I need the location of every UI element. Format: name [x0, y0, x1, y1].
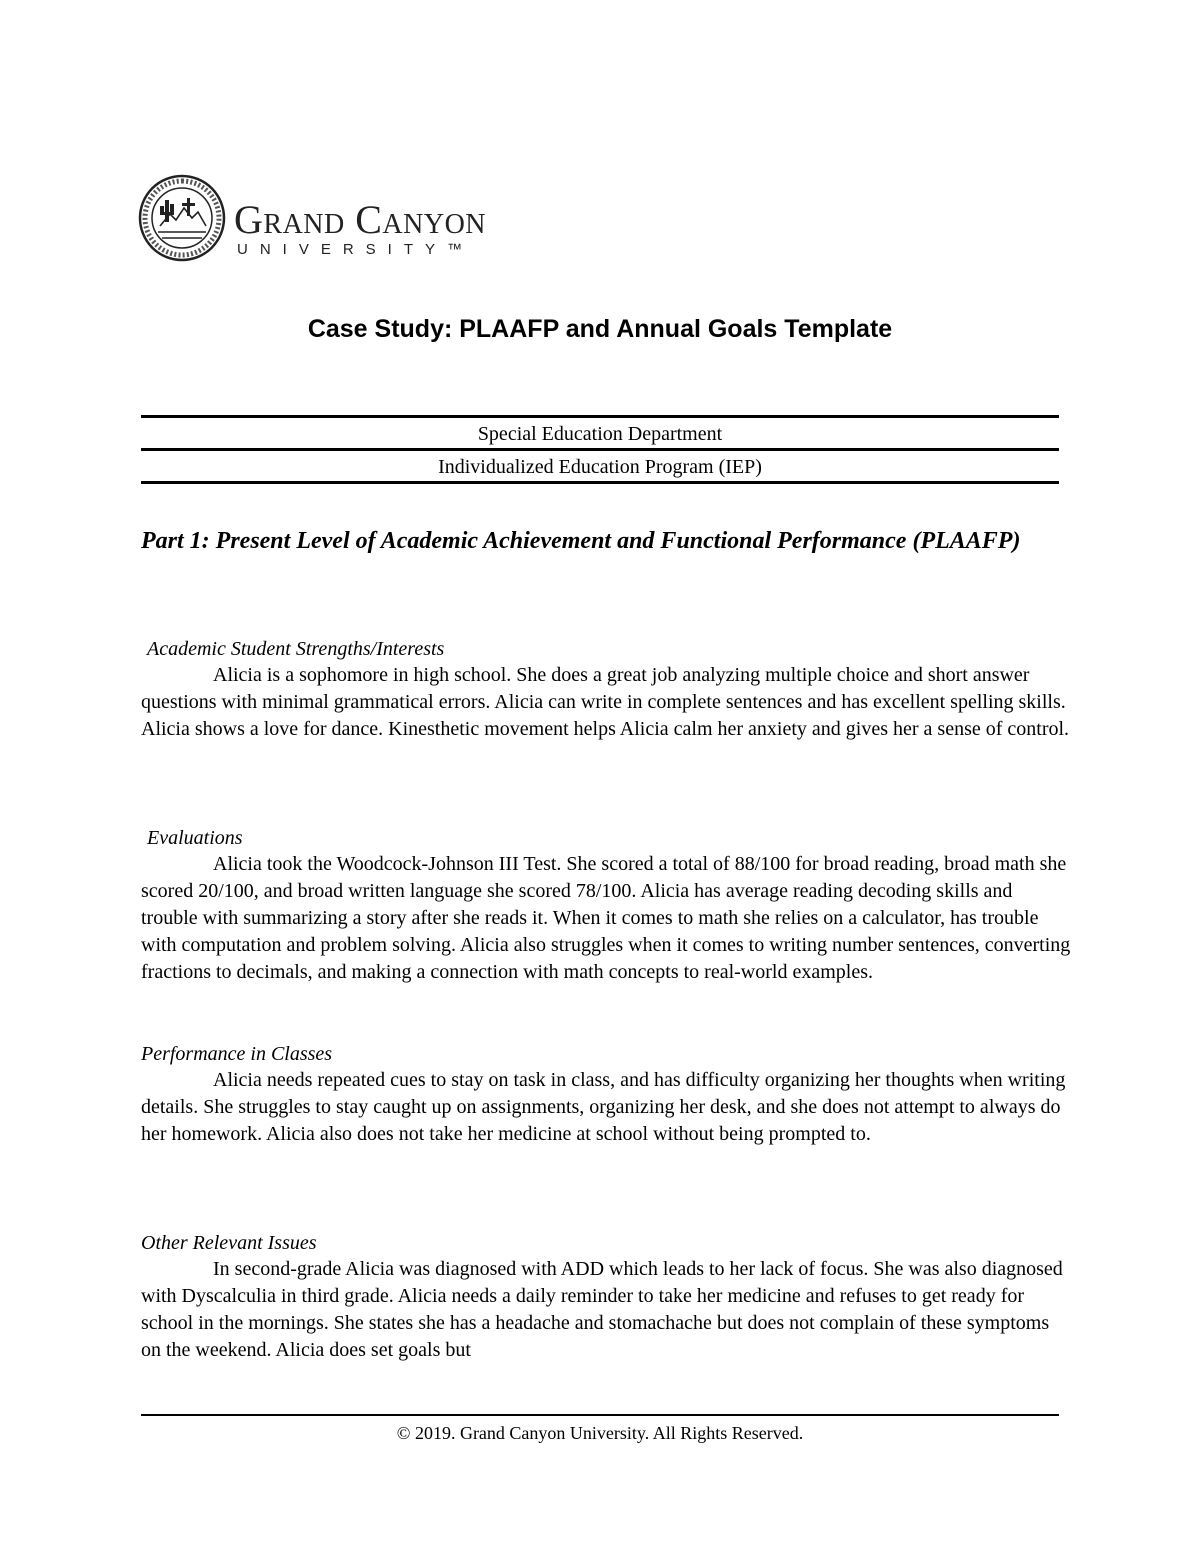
section-evaluations — [141, 825, 1071, 986]
header-rule-middle — [141, 448, 1059, 451]
document-title: Case Study: PLAAFP and Annual Goals Template — [307, 315, 893, 343]
section-body: Alicia is a sophomore in high school. She does a great job analyzing multiple choice and short answer questions with minimal grammatical errors. Alicia can write in complete sentences and has excellent spelling skills. Alicia shows a love for dance. Kinesthetic movement helps Alicia calm her anxiety and gives her a sense of control. — [141, 664, 1070, 740]
header-row-department: Special Education Department — [477, 423, 723, 445]
university-logo — [138, 172, 538, 264]
header-rule-top — [141, 415, 1059, 418]
section-heading: Performance in Classes — [141, 1043, 333, 1065]
logo-subtitle: UNIVERSITY™ — [237, 241, 475, 258]
logo-wordmark: Grand Canyon — [234, 197, 487, 242]
header-rule-bottom — [141, 481, 1059, 484]
section-heading: Academic Student Strengths/Interests — [147, 638, 445, 660]
section-heading: Evaluations — [147, 827, 243, 849]
section-strengths — [141, 636, 1071, 743]
footer-rule — [141, 1414, 1059, 1416]
section-body: Alicia took the Woodcock-Johnson III Test. She scored a total of 88/100 for broad reading, broad math she scored 20/100, and broad written language she scored 78/100. Alicia has average reading decoding skills and trouble with summarizing a story after she reads it. When it comes to math she relies on a calculator, has trouble with computation and problem solving. Alicia also struggles when it comes to writing number sentences, converting fractions to decimals, and making a connection with math concepts to real-world examples. — [141, 853, 1071, 983]
footer-copyright: © 2019. Grand Canyon University. All Rights Reserved. — [396, 1423, 804, 1443]
section-other-issues — [141, 1230, 1071, 1364]
header-row-program: Individualized Education Program (IEP) — [438, 456, 762, 478]
section-body: Alicia needs repeated cues to stay on task in class, and has difficulty organizing her thoughts when writing details. She struggles to stay caught up on assignments, organizing her desk, and she does not attempt to always do her homework. Alicia also does not take her medicine at school without being prompted to. — [141, 1069, 1066, 1145]
section-performance — [141, 1041, 1071, 1148]
part1-heading: Part 1: Present Level of Academic Achievement and Functional Performance (PLAAFP) — [141, 528, 1021, 554]
section-body: In second-grade Alicia was diagnosed with ADD which leads to her lack of focus. She was also diagnosed with Dyscalculia in third grade. Alicia needs a daily reminder to take her medicine and refuses to get ready for school in the mornings. She states she has a headache and stomachache but does not complain of these symptoms on the weekend. Alicia does set goals but — [141, 1258, 1063, 1361]
university-seal-icon — [138, 174, 226, 262]
section-heading: Other Relevant Issues — [141, 1232, 317, 1254]
